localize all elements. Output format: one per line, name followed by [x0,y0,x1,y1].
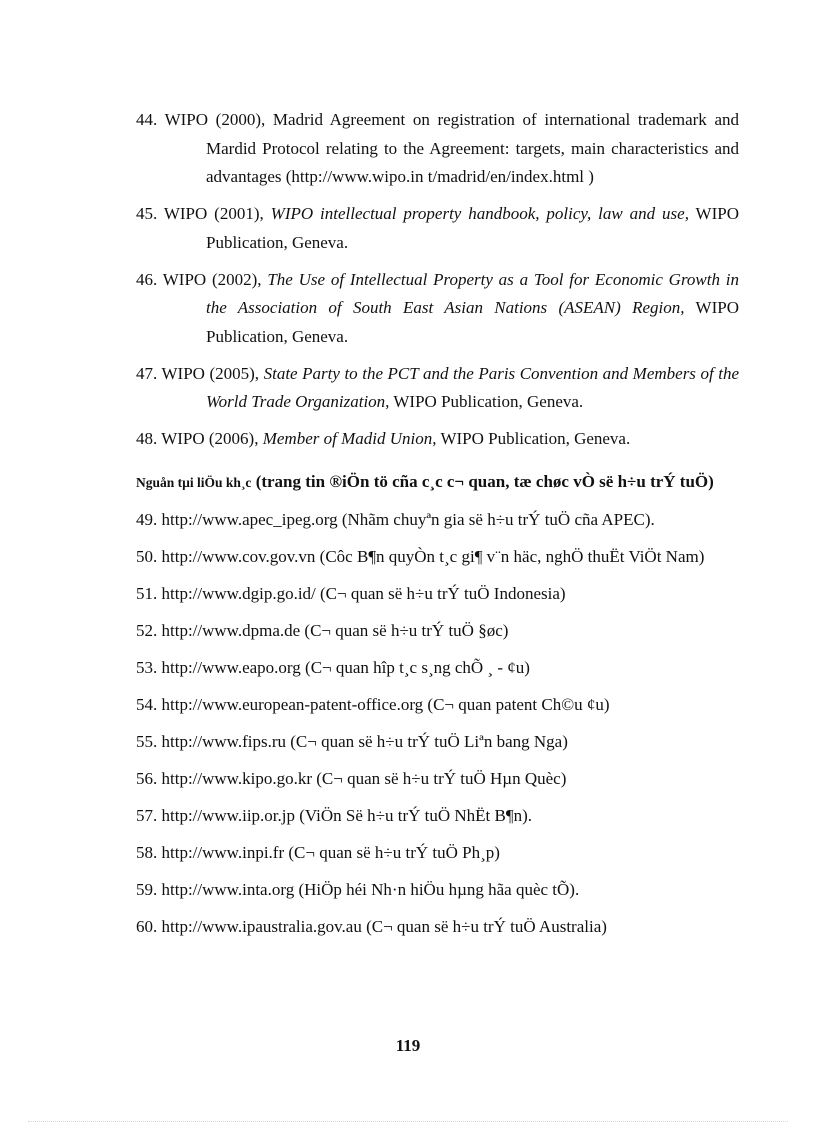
reference-48 [136,425,739,454]
reference-59 [136,876,739,905]
reference-number: 53. [136,657,158,677]
reference-author: WIPO (2006), [161,429,259,448]
reference-46 [136,266,739,352]
reference-number: 45. [136,204,158,223]
reference-45 [136,200,739,257]
reference-number: 57. [136,805,158,825]
reference-number: 58. [136,842,158,862]
reference-text: http://www.inpi.fr (C¬ quan së h÷u trÝ tuÖ Ph¸p) [161,842,500,862]
reference-number: 44. [136,110,158,129]
reference-publisher: WIPO Publication, Geneva. [393,392,584,411]
reference-52 [136,617,739,646]
reference-text: http://www.kipo.go.kr (C¬ quan së h÷u trÝ tuÖ Hµn Quèc) [161,768,567,788]
reference-title: The Use of Intellectual Property as a Tool for Economic Growth in the Association of South East Asian Nations (ASEAN) Region, [206,269,740,317]
reference-number: 48. [136,429,158,448]
reference-author: WIPO (2000), [164,110,266,129]
reference-publisher: WIPO Publication, Geneva. [206,204,739,252]
reference-text: http://www.apec_ipeg.org (Nhãm chuyªn gia së h÷u trÝ tuÖ cña APEC). [161,509,655,529]
section-heading-prefix: Nguån tµi liÖu kh¸c [136,474,252,490]
reference-text: http://www.dgip.go.id/ (C¬ quan së h÷u trÝ tuÖ Indonesia) [161,583,566,603]
reference-text: http://www.fips.ru (C¬ quan së h÷u trÝ tuÖ Liªn bang Nga) [161,731,568,751]
reference-author: WIPO (2001), [163,204,264,223]
reference-55 [136,728,739,757]
reference-53 [136,654,739,683]
reference-60 [136,913,739,942]
reference-number: 55. [136,731,158,751]
reference-54 [136,691,739,720]
reference-text: http://www.iip.or.jp (ViÖn Së h÷u trÝ tuÖ NhËt B¶n). [161,805,532,825]
reference-list [136,106,739,950]
reference-text: http://www.eapo.org (C¬ quan hîp t¸c s¸ng chÕ ¸ - ¢u) [161,657,530,677]
section-heading-main: (trang tin ®iÖn tö cña c¸c c¬ quan, tæ chøc vÒ së h÷u trÝ tuÖ) [255,471,714,491]
reference-number: 51. [136,583,158,603]
reference-number: 60. [136,916,158,936]
reference-44 [136,106,739,192]
reference-text: http://www.european-patent-office.org (C¬ quan patent Ch©u ¢u) [161,694,610,714]
page-number: 119 [395,1036,421,1055]
reference-title: Member of Madid Union, [262,429,437,448]
reference-58 [136,839,739,868]
reference-text: http://www.ipaustralia.gov.au (C¬ quan së h÷u trÝ tuÖ Australia) [161,916,607,936]
reference-number: 54. [136,694,158,714]
reference-number: 49. [136,509,158,529]
reference-publisher: WIPO Publication, Geneva. [440,429,631,448]
reference-publisher: WIPO Publication, Geneva. [206,298,739,346]
reference-title: WIPO intellectual property handbook, policy, law and use, [270,204,689,223]
reference-49 [136,506,739,535]
reference-57 [136,802,739,831]
reference-number: 50. [136,546,158,566]
reference-text: http://www.inta.org (HiÖp héi Nh·n hiÖu hµng hãa quèc tÕ). [161,879,580,899]
reference-56 [136,765,739,794]
reference-text: Madrid Agreement on registration of international trademark and Mardid Protocol relating to the Agreement: targets, main characteristics and advantages (http://www.wipo.in t/madrid/en/index.html ) [206,110,739,186]
reference-50 [136,543,739,572]
reference-number: 59. [136,879,158,899]
reference-number: 47. [136,363,158,383]
reference-title: State Party to the PCT and the Paris Convention and Members of the World Trade Organization, [206,363,740,411]
reference-51 [136,580,739,609]
section-heading [136,468,739,498]
reference-text: http://www.cov.gov.vn (Côc B¶n quyÒn t¸c gi¶ v¨n häc, nghÖ thuËt ViÖt Nam) [161,546,705,566]
reference-47 [136,360,739,417]
reference-text: http://www.dpma.de (C¬ quan së h÷u trÝ tuÖ §øc) [161,620,509,640]
page-bottom-divider [28,1121,788,1122]
reference-author: WIPO (2002), [162,269,262,289]
reference-author: WIPO (2005), [161,363,260,383]
reference-number: 56. [136,768,158,788]
reference-number: 46. [136,269,158,289]
reference-number: 52. [136,620,158,640]
